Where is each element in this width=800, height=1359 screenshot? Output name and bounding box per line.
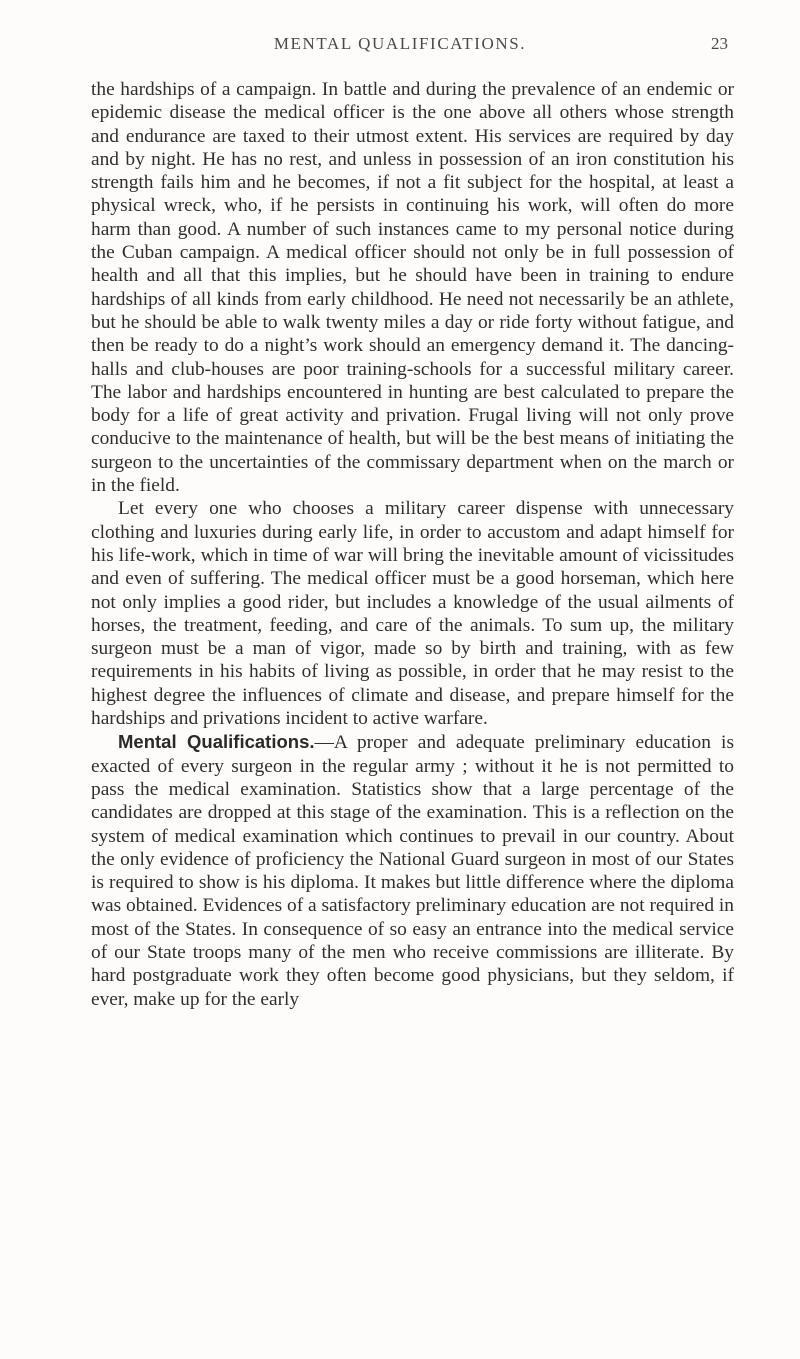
paragraph-military-career: Let every one who chooses a military career dispense with unnecessary clothing and luxuries during early life, in order to accustom and adapt himself for his life-work, which in time of war will bring the inevitable amount of vicissitudes and even of suffering. The medical officer must be a good horseman, which here not only implies a good rider, but includes a knowledge of the usual ailments of horses, the treatment, feeding, and care of the animals. To sum up, the military surgeon must be a man of vigor, made so by birth and training, with as few requirements in his habits of living as possible, in order that he may resist to the highest degree the influences of climate and disease, and prepare himself for the hardships and privations incident to active warfare. [91,498,734,730]
page-number: 23 [711,34,728,53]
section-heading: Mental Qualifications. [118,731,315,753]
paragraph-mental-qualifications [91,730,734,1011]
paragraph-physical-hardships: the hardships of a campaign. In battle and during the prevalence of an endemic or epidemic disease the medical officer is the one above all others whose strength and endurance are taxed to their utmost extent. His services are required by day and by night. He has no rest, and unless in possession of an iron constitution his strength fails him and he becomes, if not a fit subject for the hospital, at least a physical wreck, who, if he persists in continuing his work, will often do more harm than good. A number of such instances came to my personal notice during the Cuban campaign. A medical officer should not only be in full possession of health and all that this implies, but he should have been in training to endure hardships of all kinds from early childhood. He need not necessarily be an athlete, but he should be able to walk twenty miles a day or ride forty without fatigue, and then be ready to do a night’s work should an emergency demand it. The dancing-halls and club-houses are poor training-schools for a successful military career. The labor and hardships encountered in hunting are best calculated to prepare the body for a life of great activity and privation. Frugal living will not only prove conducive to the maintenance of health, but will be the best means of initiating the surgeon to the uncertainties of the commissary department when on the march or in the field. [91,79,734,497]
section-body-text: —A proper and adequate preliminary education is exacted of every surgeon in the regular army ; without it he is not permitted to pass the medical examination. Statistics show that a large percentage of the candidates are dropped at this stage of the examination. This is a reflection on the system of medical examination which continues to prevail in our country. About the only evidence of proficiency the National Guard surgeon in most of our States is required to show is his diploma. It makes but little difference where the diploma was obtained. Evidences of a satisfactory preliminary education are not required in most of the States. In consequence of so easy an entrance into the medical service of our State troops many of the men who receive commissions are illiterate. By hard postgraduate work they often become good physicians, but they seldom, if ever, make up for the early [91,732,734,1010]
running-header [0,34,800,64]
body-text [91,78,734,1011]
running-title: MENTAL QUALIFICATIONS. [273,34,527,53]
